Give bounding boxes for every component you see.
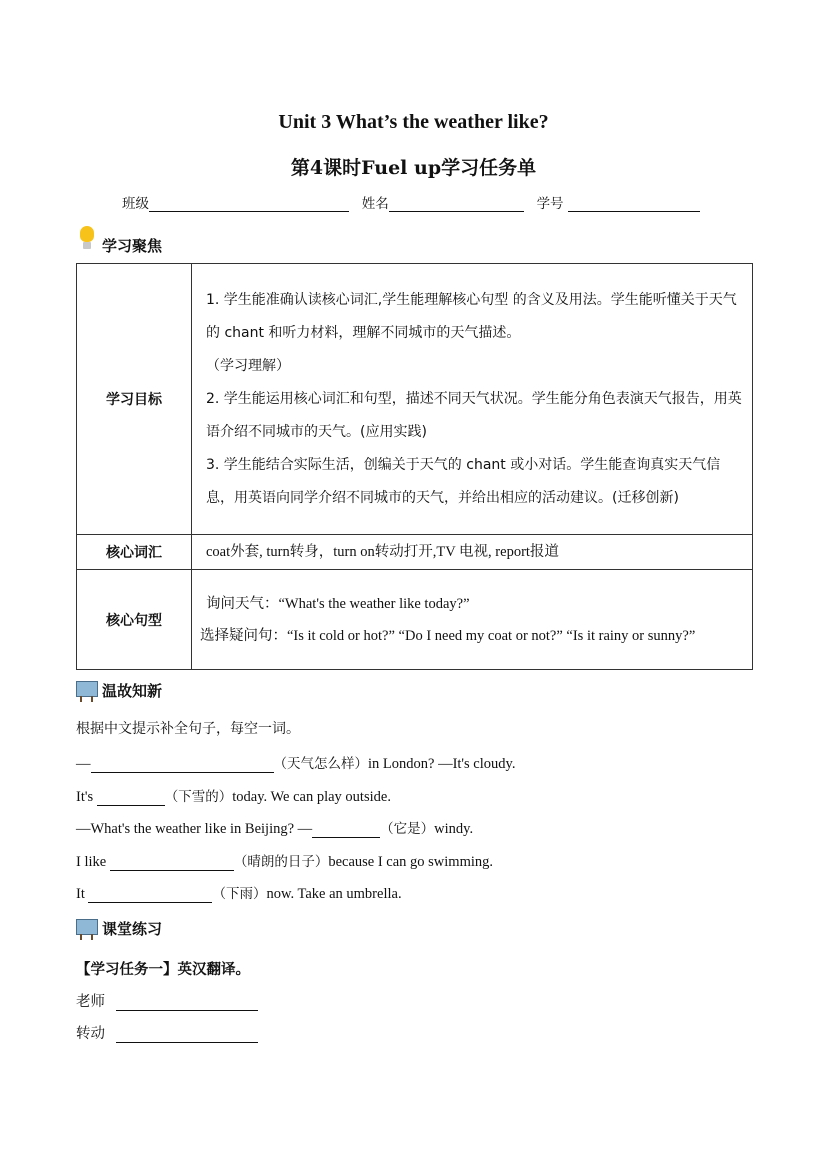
- answer-blank[interactable]: [116, 994, 258, 1011]
- review-item-4: I like （晴朗的日子）because I can go swimming.: [76, 854, 494, 870]
- review-section-heading: 温故知新: [76, 680, 162, 701]
- objectives-label: 学习目标: [77, 264, 192, 535]
- answer-blank[interactable]: [110, 854, 234, 871]
- sentence-1: 询问天气：“What's the weather like today?”: [206, 595, 470, 612]
- sentence-row: [77, 570, 753, 670]
- review-item-3: —What's the weather like in Beijing? — （它是）windy.: [76, 821, 474, 837]
- number-label: 学号: [536, 196, 564, 212]
- page-title: Unit 3 What’s the weather like?: [278, 111, 549, 133]
- page-subtitle: 第4课时Fuel up学习任务单: [290, 157, 537, 179]
- answer-blank[interactable]: [97, 789, 165, 806]
- objective-3: 3. 学生能结合实际生活，创编关于天气的 chant 或小对话。学生能查询真实天气信息，用英语向同学介绍不同城市的天气，并给出相应的活动建议。(迁移创新): [206, 456, 721, 506]
- review-item-1: — （天气怎么样）in London? —It's cloudy.: [76, 756, 516, 772]
- sentence-label: 核心句型: [77, 570, 192, 670]
- practice-section-heading: 课堂练习: [76, 918, 162, 939]
- class-label: 班级: [122, 196, 149, 212]
- blackboard-icon: [76, 919, 98, 939]
- vocab-label: 核心词汇: [77, 535, 192, 570]
- objective-1-note: （学习理解）: [206, 357, 290, 374]
- focus-section-heading: 学习聚焦: [76, 226, 162, 256]
- review-instruction: 根据中文提示补全句子，每空一词。: [76, 721, 300, 737]
- answer-blank[interactable]: [91, 756, 274, 773]
- blackboard-icon: [76, 681, 98, 701]
- translate-item-turn: 转动: [76, 1022, 258, 1043]
- number-blank[interactable]: [568, 195, 700, 212]
- lightbulb-icon: [76, 226, 98, 256]
- name-label: 姓名: [361, 196, 389, 212]
- student-info-line: [122, 192, 700, 212]
- objectives-row: [77, 264, 753, 535]
- vocab-content: coat外套, turn转身，turn on转动打开,TV 电视, report报道: [192, 535, 753, 570]
- vocab-row: [77, 535, 753, 570]
- answer-blank[interactable]: [312, 821, 380, 838]
- review-item-5: It （下雨）now. Take an umbrella.: [76, 886, 402, 902]
- answer-blank[interactable]: [88, 886, 212, 903]
- class-blank[interactable]: [149, 195, 349, 212]
- translate-item-teacher: 老师: [76, 990, 258, 1011]
- answer-blank[interactable]: [116, 1026, 258, 1043]
- task1-title: 【学习任务一】英汉翻译。: [76, 962, 250, 978]
- objectives-content: [192, 264, 753, 535]
- review-item-2: It's （下雪的）today. We can play outside.: [76, 789, 391, 805]
- objective-1: 1. 学生能准确认读核心词汇,学生能理解核心句型 的含义及用法。学生能听懂关于天气的 chant 和听力材料，理解不同城市的天气描述。: [206, 291, 737, 341]
- sentence-content: [192, 570, 753, 670]
- objective-2: 2. 学生能运用核心词汇和句型，描述不同天气状况。学生能分角色表演天气报告，用英语介绍不同城市的天气。(应用实践): [206, 390, 742, 440]
- sentence-2: 选择疑问句：“Is it cold or hot?” “Do I need my coat or not?” “Is it rainy or sunny?”: [200, 627, 696, 644]
- name-blank[interactable]: [389, 195, 524, 212]
- focus-table: [76, 263, 753, 670]
